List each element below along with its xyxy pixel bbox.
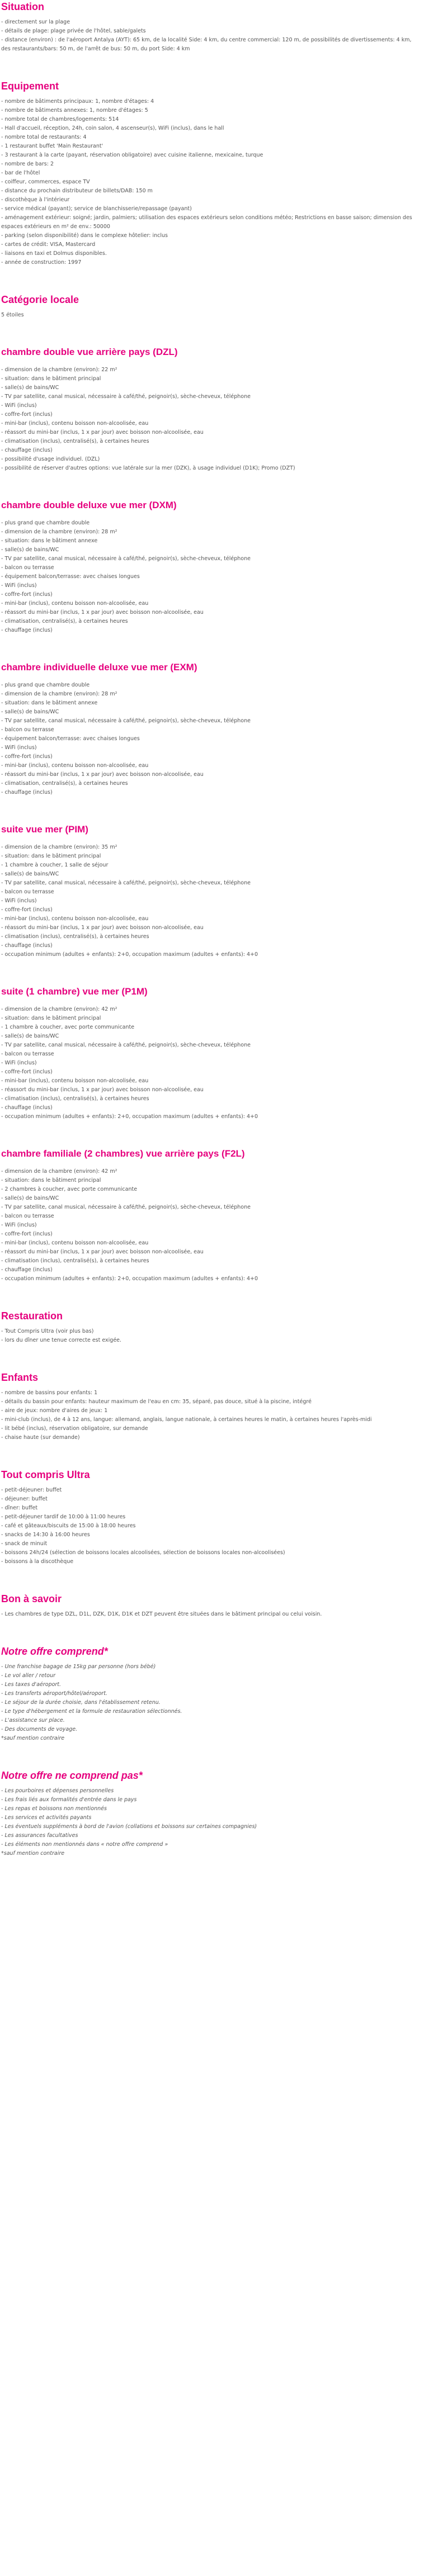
section-restauration [1, 1309, 413, 1345]
list-item: - Le type d'hébergement et la formule de restauration sélectionnés. [1, 1708, 182, 1715]
list-item: - balcon ou terrasse [1, 565, 54, 571]
list-item: - distance du prochain distributeur de billets/DAB: 150 m [1, 188, 153, 194]
list-item: - dimension de la chambre (environ): 35 m² [1, 844, 117, 850]
list-item: - climatisation (inclus), centralisé(s), à certaines heures [1, 1258, 149, 1264]
list-item: - chauffage (inclus) [1, 1105, 53, 1111]
section-list [1, 843, 413, 959]
list-item: - TV par satellite, canal musical, nécessaire à café/thé, peignoir(s), sèche-cheveux, téléphone [1, 556, 251, 562]
list-item: - nombre de bâtiments annexes: 1, nombre d'étages: 5 [1, 107, 148, 113]
list-item: - salle(s) de bains/WC [1, 871, 59, 877]
list-item: - situation: dans le bâtiment principal [1, 1015, 101, 1021]
list-item: *sauf mention contraire [1, 1735, 65, 1741]
list-item: - aménagement extérieur: soigné; jardin, palmiers; utilisation des espaces extérieurs selon conditions météo; Restrictions en basse saison; dimension des espaces extérieurs en m² de env.: 50000 [1, 215, 412, 230]
list-item: - WiFi (inclus) [1, 1060, 37, 1066]
list-item: - dimension de la chambre (environ): 28 m² [1, 691, 117, 697]
list-item: - coffre-fort (inclus) [1, 591, 53, 598]
list-item: - dimension de la chambre (environ): 28 m² [1, 529, 117, 535]
list-item: - TV par satellite, canal musical, nécessaire à café/thé, peignoir(s), sèche-cheveux, téléphone [1, 1042, 251, 1048]
list-item: - cartes de crédit: VISA, Mastercard [1, 242, 96, 248]
list-item: - réassort du mini-bar (inclus, 1 x par jour) avec boisson non-alcoolisée, eau [1, 429, 204, 435]
list-item: - Les repas et boissons non mentionnés [1, 1806, 107, 1812]
list-item: *sauf mention contraire [1, 1850, 65, 1857]
list-item: - année de construction: 1997 [1, 259, 82, 266]
list-item: - détails du bassin pour enfants: hauteur maximum de l'eau en cm: 35, séparé, pas douce, situé à la piscine, intégré [1, 1399, 312, 1405]
list-item: - équipement balcon/terrasse: avec chaises longues [1, 574, 140, 580]
list-item: - possibilité de réserver d'autres options: vue latérale sur la mer (DZK), à usage individuel (D1K); Promo (DZT) [1, 465, 295, 471]
section-list [1, 1389, 413, 1442]
list-item: - TV par satellite, canal musical, nécessaire à café/thé, peignoir(s), sèche-cheveux, téléphone [1, 880, 251, 886]
list-item: - réassort du mini-bar (inclus, 1 x par jour) avec boisson non-alcoolisée, eau [1, 1087, 204, 1093]
list-item: - liaisons en taxi et Dolmus disponibles. [1, 250, 107, 257]
list-item: - snacks de 14:30 à 16:00 heures [1, 1532, 90, 1538]
list-item: - situation: dans le bâtiment principal [1, 376, 101, 382]
section-title: Tout compris Ultra [1, 1469, 90, 1480]
list-item: - situation: dans le bâtiment annexe [1, 700, 98, 706]
section-title: Situation [1, 1, 44, 12]
section-title: Enfants [1, 1372, 39, 1383]
section-list [1, 366, 413, 473]
section-list [1, 97, 413, 267]
section-title: Catégorie locale [1, 294, 79, 305]
list-item: - Les éléments non mentionnés dans « notre offre comprend » [1, 1841, 168, 1848]
list-item: - réassort du mini-bar (inclus, 1 x par jour) avec boisson non-alcoolisée, eau [1, 925, 204, 931]
list-item: - mini-bar (inclus), contenu boisson non-alcoolisée, eau [1, 420, 149, 427]
list-item: - Tout Compris Ultra (voir plus bas) [1, 1328, 94, 1334]
list-item: - Le séjour de la durée choisie, dans l'établissement retenu. [1, 1699, 161, 1706]
list-item: - Les éventuels suppléments à bord de l'avion (collations et boissons sur certaines compagnies) [1, 1824, 257, 1830]
section-dzl [1, 345, 413, 473]
list-item: - chauffage (inclus) [1, 1267, 53, 1273]
list-item: - salle(s) de bains/WC [1, 1195, 59, 1201]
list-item: - TV par satellite, canal musical, nécessaire à café/thé, peignoir(s), sèche-cheveux, téléphone [1, 1204, 251, 1210]
section-situation [1, 0, 413, 54]
list-item: - WiFi (inclus) [1, 898, 37, 904]
list-item: - petit-déjeuner tardif de 10:00 à 11:00 heures [1, 1514, 126, 1520]
list-item: - climatisation (inclus), centralisé(s), à certaines heures [1, 1096, 149, 1102]
list-item: - Les assurances facultatives [1, 1832, 78, 1839]
list-item: - occupation minimum (adultes + enfants): 2+0, occupation maximum (adultes + enfants): 4+0 [1, 951, 258, 958]
list-item: - plus grand que chambre double [1, 682, 90, 688]
list-item: - TV par satellite, canal musical, nécessaire à café/thé, peignoir(s), sèche-cheveux, téléphone [1, 394, 251, 400]
list-item: - L'assistance sur place. [1, 1717, 65, 1723]
list-item: - réassort du mini-bar (inclus, 1 x par jour) avec boisson non-alcoolisée, eau [1, 1249, 204, 1255]
list-item: - salle(s) de bains/WC [1, 709, 59, 715]
list-item: - mini-bar (inclus), contenu boisson non-alcoolisée, eau [1, 763, 149, 769]
list-item: - détails de plage: plage privée de l'hôtel, sable/galets [1, 28, 146, 34]
list-item: - WiFi (inclus) [1, 402, 37, 409]
list-item: - occupation minimum (adultes + enfants): 2+0, occupation maximum (adultes + enfants): 4+0 [1, 1276, 258, 1282]
list-item: - situation: dans le bâtiment annexe [1, 538, 98, 544]
list-item: - salle(s) de bains/WC [1, 385, 59, 391]
section-list [1, 18, 413, 54]
list-item: - salle(s) de bains/WC [1, 1033, 59, 1039]
list-item: - mini-bar (inclus), contenu boisson non-alcoolisée, eau [1, 1240, 149, 1246]
section-dxm [1, 499, 413, 635]
list-item: - coffre-fort (inclus) [1, 1231, 53, 1237]
section-equipement [1, 79, 413, 267]
list-item: - service médical (payant); service de blanchisserie/repassage (payant) [1, 206, 192, 212]
list-item: - WiFi (inclus) [1, 745, 37, 751]
list-item: - mini-bar (inclus), contenu boisson non-alcoolisée, eau [1, 1078, 149, 1084]
section-enfants [1, 1371, 413, 1442]
section-title: chambre double deluxe vue mer (DXM) [1, 500, 177, 510]
list-item: - boissons à la discothèque [1, 1559, 74, 1565]
list-item: - réassort du mini-bar (inclus, 1 x par jour) avec boisson non-alcoolisée, eau [1, 609, 204, 615]
list-item: - Les frais liés aux formalités d'entrée dans le pays [1, 1797, 137, 1803]
section-list [1, 1005, 413, 1121]
list-item: - dîner: buffet [1, 1505, 38, 1511]
list-item: - chauffage (inclus) [1, 943, 53, 949]
list-item: - Le vol aller / retour [1, 1673, 56, 1679]
list-item: - Des documents de voyage. [1, 1726, 78, 1732]
section-title: Notre offre ne comprend pas* [1, 1770, 143, 1781]
list-item: - possibilité d'usage individuel. (DZL) [1, 456, 100, 462]
section-ultra [1, 1468, 413, 1566]
list-item: - chauffage (inclus) [1, 447, 53, 453]
list-item: - lit bébé (inclus), réservation obligatoire, sur demande [1, 1426, 148, 1432]
list-item: - dimension de la chambre (environ): 42 m² [1, 1168, 117, 1175]
list-item: - bar de l'hôtel [1, 170, 40, 176]
section-list [1, 1787, 413, 1858]
list-item: - lors du dîner une tenue correcte est exigée. [1, 1337, 122, 1343]
list-item: - coffre-fort (inclus) [1, 1069, 53, 1075]
list-item: - 1 chambre à coucher, 1 salle de séjour [1, 862, 109, 868]
list-item: - climatisation (inclus), centralisé(s), à certaines heures [1, 934, 149, 940]
section-list [1, 1167, 413, 1284]
list-item: - réassort du mini-bar (inclus, 1 x par jour) avec boisson non-alcoolisée, eau [1, 771, 204, 778]
list-item: - salle(s) de bains/WC [1, 547, 59, 553]
list-item: - coiffeur, commerces, espace TV [1, 179, 90, 185]
list-item: - climatisation, centralisé(s), à certaines heures [1, 780, 128, 787]
list-item: - 2 chambres à coucher, avec porte communicante [1, 1186, 138, 1192]
section-list [1, 681, 413, 797]
list-item: - coffre-fort (inclus) [1, 411, 53, 418]
list-item: - chaise haute (sur demande) [1, 1434, 80, 1441]
list-item: - balcon ou terrasse [1, 1213, 54, 1219]
section-title: chambre double vue arrière pays (DZL) [1, 347, 178, 357]
list-item: - mini-club (inclus), de 4 à 12 ans, langue: allemand, anglais, langue nationale, à certaines heures le matin, à certaines heures l'après-midi [1, 1417, 372, 1423]
section-list [1, 1663, 413, 1743]
list-item: - distance (environ) : de l'aéroport Antalya (AYT): 65 km, de la localité Side: 4 km, du centre commercial: 120 m, de possibilités de divertissements: 4 km, des restaurants/bars: 50 m, de l'arrêt de bus: 50 m, du port Side: 4 km [1, 37, 412, 52]
list-item: - TV par satellite, canal musical, nécessaire à café/thé, peignoir(s), sèche-cheveux, téléphone [1, 718, 251, 724]
list-item: - 1 restaurant buffet 'Main Restaurant' [1, 143, 103, 149]
list-item: - boissons 24h/24 (sélection de boissons locales alcoolisées, sélection de boissons locales non-alcoolisées) [1, 1550, 285, 1556]
section-categorie [1, 293, 413, 320]
list-item: - snack de minuit [1, 1541, 48, 1547]
section-list [1, 1610, 413, 1619]
list-item: - 3 restaurant à la carte (payant, réservation obligatoire) avec cuisine italienne, mexicaine, turque [1, 152, 263, 158]
section-comprend [1, 1645, 413, 1743]
section-list [1, 311, 413, 320]
list-item: - Les services et activités payants [1, 1815, 92, 1821]
list-item: - nombre total de restaurants: 4 [1, 134, 87, 140]
section-f2l [1, 1147, 413, 1284]
list-item: - Les pourboires et dépenses personnelles [1, 1788, 114, 1794]
list-item: - situation: dans le bâtiment principal [1, 1177, 101, 1183]
section-list [1, 1486, 413, 1566]
list-item: - Une franchise bagage de 15kg par personne (hors bébé) [1, 1664, 156, 1670]
section-title: Equipement [1, 80, 59, 92]
section-title: suite (1 chambre) vue mer (P1M) [1, 986, 148, 997]
section-title: suite vue mer (PIM) [1, 824, 88, 835]
list-item: - nombre de bassins pour enfants: 1 [1, 1390, 98, 1396]
list-item: - WiFi (inclus) [1, 1222, 37, 1228]
list-item: - chauffage (inclus) [1, 627, 53, 633]
list-item: - situation: dans le bâtiment principal [1, 853, 101, 859]
list-item: - discothèque à l'intérieur [1, 197, 70, 203]
section-list [1, 519, 413, 635]
section-p1m [1, 985, 413, 1121]
list-item: - directement sur la plage [1, 19, 70, 25]
section-exm [1, 661, 413, 797]
list-item: - WiFi (inclus) [1, 583, 37, 589]
list-item: - équipement balcon/terrasse: avec chaises longues [1, 736, 140, 742]
section-pim [1, 823, 413, 959]
list-item: - déjeuner: buffet [1, 1496, 48, 1502]
list-item: 5 étoiles [1, 312, 24, 318]
list-item: - dimension de la chambre (environ): 22 m² [1, 367, 117, 373]
section-necomprend [1, 1769, 413, 1858]
section-title: chambre familiale (2 chambres) vue arrière pays (F2L) [1, 1148, 245, 1159]
list-item: - climatisation, centralisé(s), à certaines heures [1, 618, 128, 624]
list-item: - dimension de la chambre (environ): 42 m² [1, 1006, 117, 1012]
list-item: - coffre-fort (inclus) [1, 907, 53, 913]
list-item: - balcon ou terrasse [1, 889, 54, 895]
list-item: - aire de jeux: nombre d'aires de jeux: 1 [1, 1408, 108, 1414]
list-item: - 1 chambre à coucher, avec porte communicante [1, 1024, 135, 1030]
list-item: - café et gâteaux/biscuits de 15:00 à 18:00 heures [1, 1523, 136, 1529]
list-item: - plus grand que chambre double [1, 520, 90, 526]
list-item: - Les taxes d'aéroport. [1, 1682, 62, 1688]
list-item: - nombre de bars: 2 [1, 161, 54, 167]
section-bonasavoir [1, 1592, 413, 1619]
section-list [1, 1327, 413, 1345]
section-title: Restauration [1, 1310, 63, 1322]
list-item: - petit-déjeuner: buffet [1, 1487, 62, 1493]
list-item: - balcon ou terrasse [1, 1051, 54, 1057]
list-item: - climatisation (inclus), centralisé(s), à certaines heures [1, 438, 149, 444]
list-item: - Hall d'accueil, réception, 24h, coin salon, 4 ascenseur(s), WiFi (inclus), dans le hall [1, 125, 224, 131]
section-title: chambre individuelle deluxe vue mer (EXM) [1, 662, 197, 673]
list-item: - parking (selon disponibilité) dans le complexe hôtelier: inclus [1, 233, 168, 239]
list-item: - nombre total de chambres/logements: 514 [1, 116, 119, 122]
list-item: - occupation minimum (adultes + enfants): 2+0, occupation maximum (adultes + enfants): 4+0 [1, 1114, 258, 1120]
list-item: - mini-bar (inclus), contenu boisson non-alcoolisée, eau [1, 600, 149, 607]
list-item: - Les chambres de type DZL, D1L, DZK, D1K, D1K et DZT peuvent être situées dans le bâtiment principal ou celui voisin. [1, 1611, 322, 1617]
list-item: - balcon ou terrasse [1, 727, 54, 733]
list-item: - chauffage (inclus) [1, 789, 53, 795]
list-item: - mini-bar (inclus), contenu boisson non-alcoolisée, eau [1, 916, 149, 922]
list-item: - coffre-fort (inclus) [1, 754, 53, 760]
section-title: Notre offre comprend* [1, 1646, 108, 1657]
list-item: - Les transferts aéroport/hôtel/aéroport. [1, 1690, 107, 1697]
section-title: Bon à savoir [1, 1593, 62, 1604]
list-item: - nombre de bâtiments principaux: 1, nombre d'étages: 4 [1, 98, 154, 105]
